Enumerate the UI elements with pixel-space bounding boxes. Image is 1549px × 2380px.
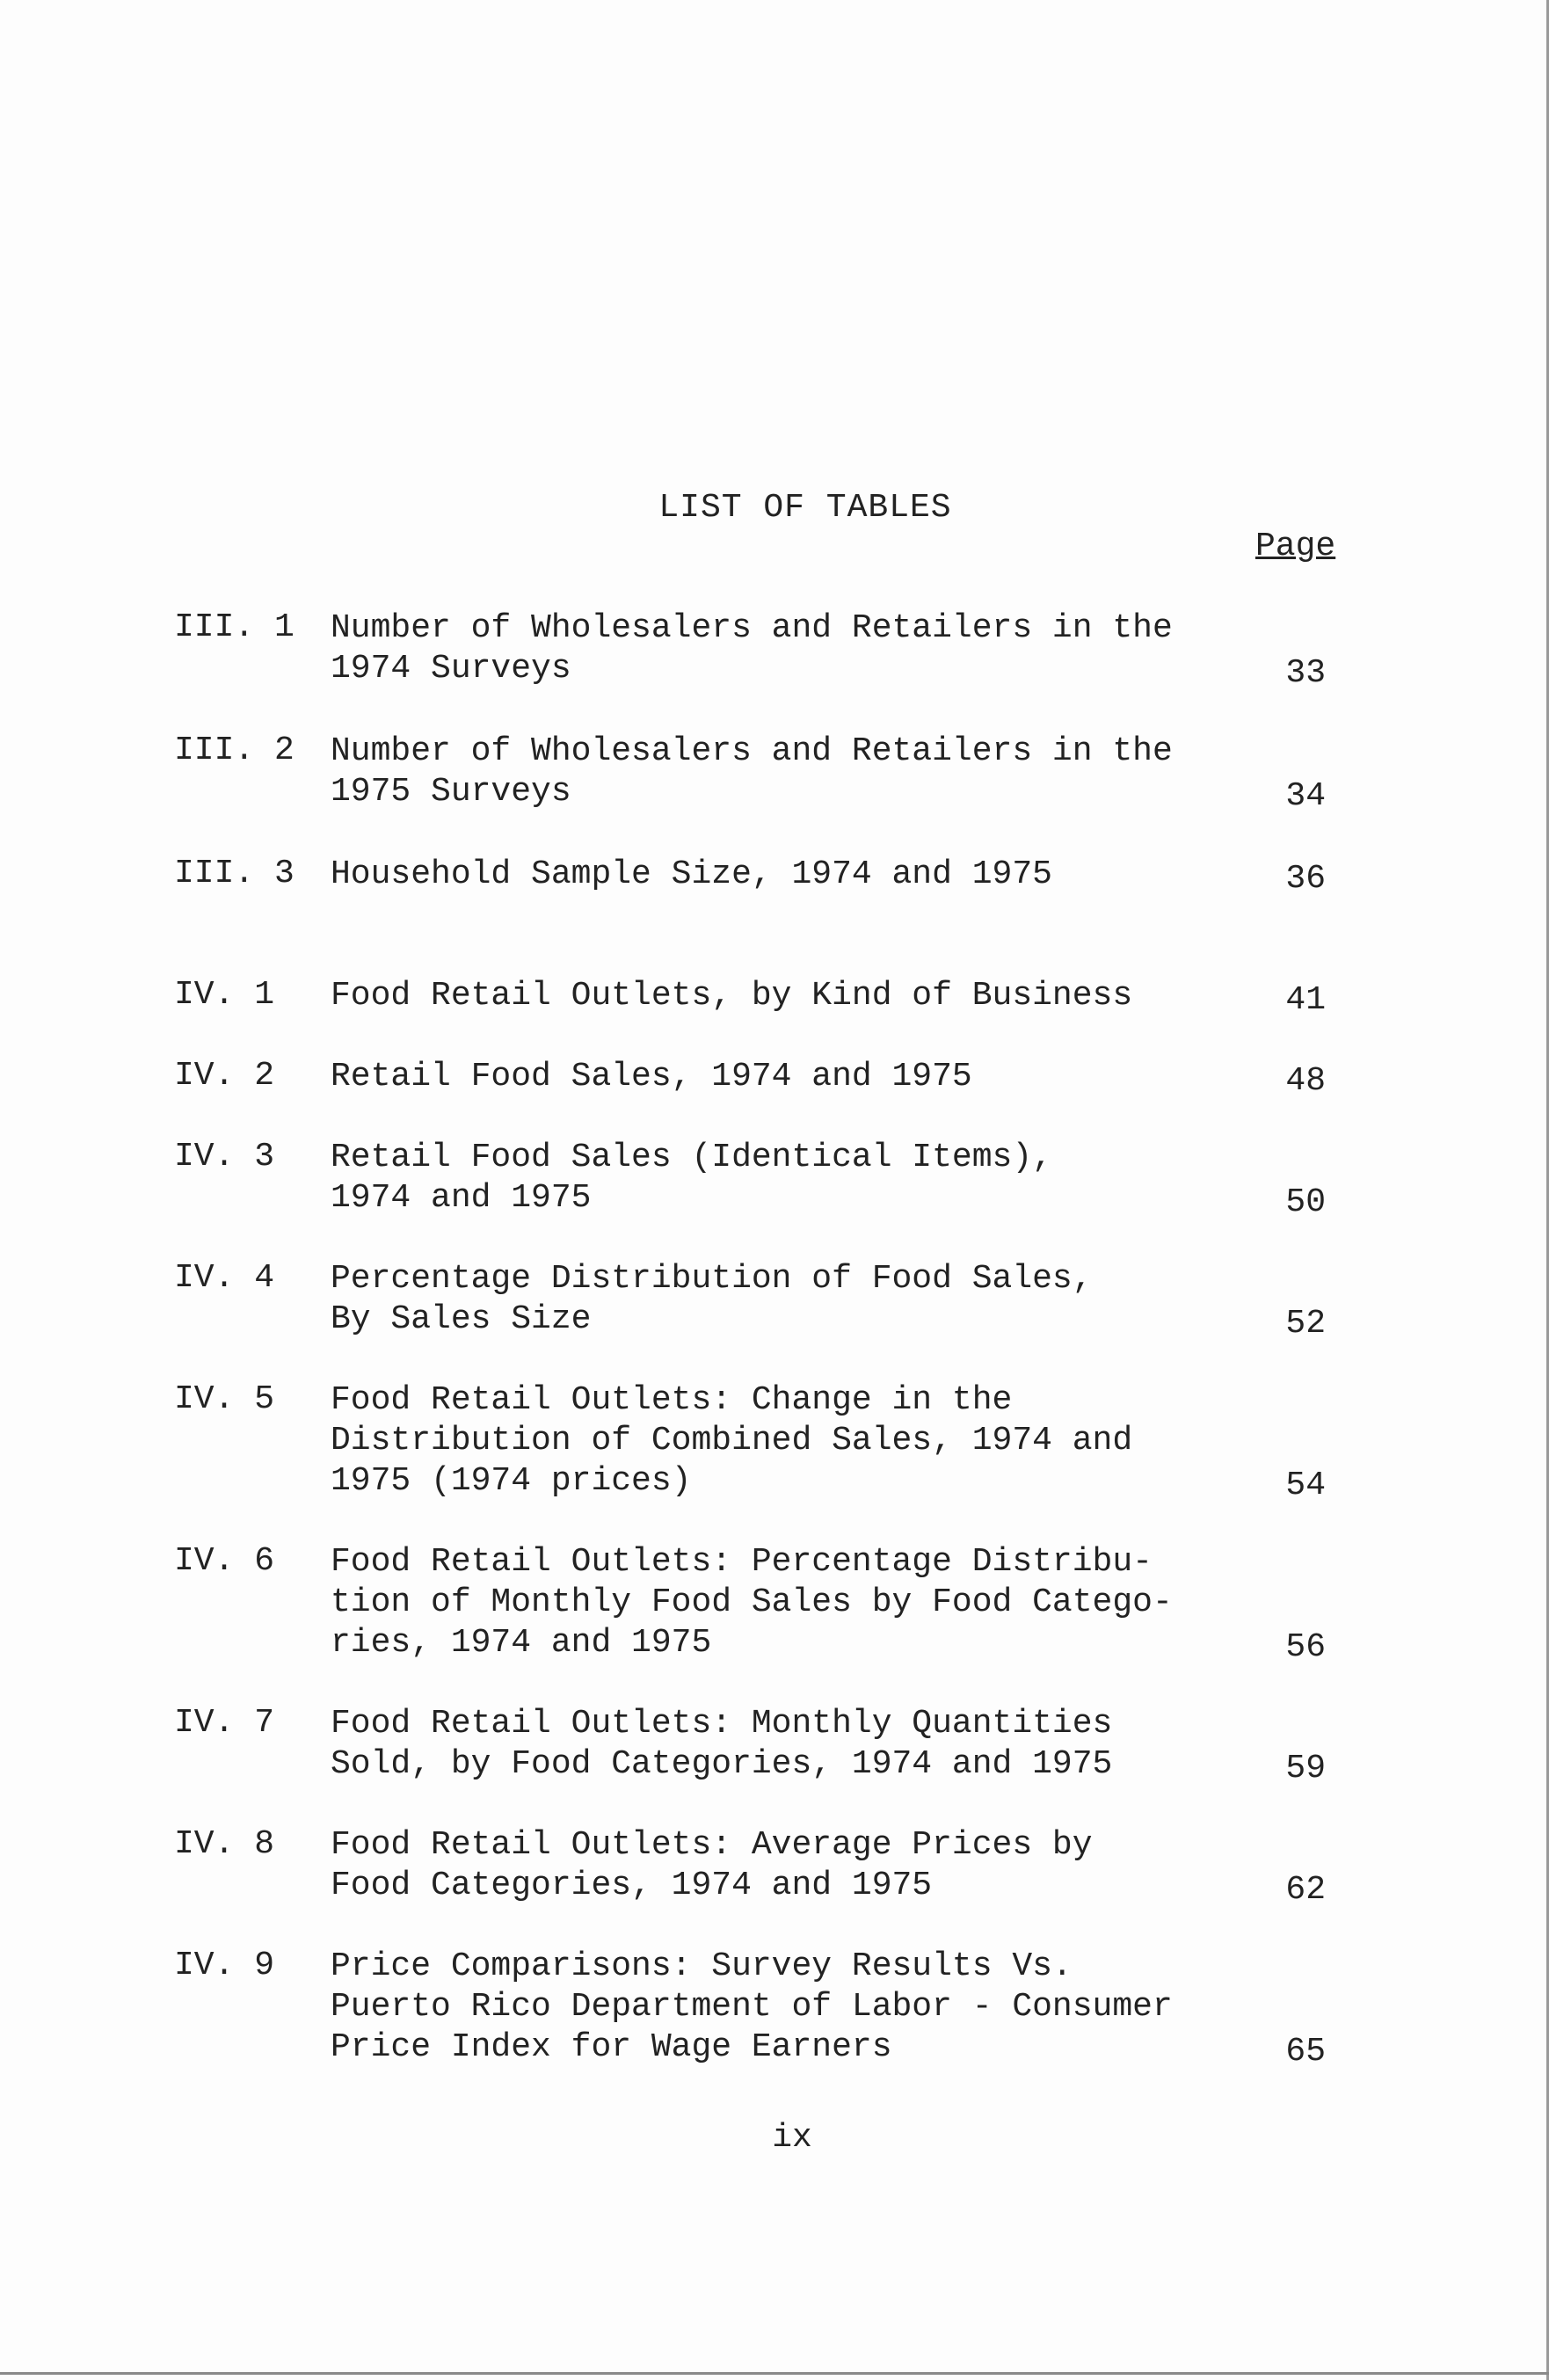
table-page-number: 36 [1285, 860, 1326, 898]
table-title: Retail Food Sales (Identical Items), 1974 and 1975 [331, 1139, 1052, 1217]
table-title: Household Sample Size, 1974 and 1975 [331, 855, 1052, 893]
table-number: IV. 7 [174, 1704, 275, 1742]
page-column-label: Page [1255, 528, 1336, 565]
table-title: Price Comparisons: Survey Results Vs. Puerto Rico Department of Labor - Consumer Price Index for Wage Earners [331, 1947, 1173, 2066]
table-page-number: 56 [1285, 1628, 1326, 1666]
table-page-number: 34 [1285, 777, 1326, 815]
table-page-number: 48 [1285, 1062, 1326, 1100]
table-number: IV. 5 [174, 1380, 275, 1418]
table-page-number: 41 [1285, 981, 1326, 1019]
table-title: Retail Food Sales, 1974 and 1975 [331, 1058, 972, 1095]
table-title: Food Retail Outlets: Monthly Quantities Sold, by Food Categories, 1974 and 1975 [331, 1705, 1113, 1783]
table-number: IV. 1 [174, 976, 275, 1014]
table-number: IV. 3 [174, 1138, 275, 1175]
table-title: Number of Wholesalers and Retailers in the 1975 Surveys [331, 732, 1173, 811]
table-number: IV. 6 [174, 1542, 275, 1580]
footer-page-number: ix [772, 2119, 812, 2157]
table-page-number: 59 [1285, 1750, 1326, 1787]
table-title: Food Retail Outlets: Change in the Distribution of Combined Sales, 1974 and 1975 (1974 prices) [331, 1381, 1133, 1500]
table-title: Food Retail Outlets: Percentage Distribu- tion of Monthly Food Sales by Food Catego- ries, 1974 and 1975 [331, 1543, 1173, 1662]
table-page-number: 65 [1285, 2033, 1326, 2071]
table-title: Food Retail Outlets, by Kind of Business [331, 977, 1133, 1015]
table-number: IV. 4 [174, 1259, 275, 1297]
scan-edge-bottom [0, 2372, 1549, 2375]
table-title: Percentage Distribution of Food Sales, By Sales Size [331, 1260, 1093, 1338]
table-number: IV. 2 [174, 1057, 275, 1095]
table-number: IV. 8 [174, 1825, 275, 1863]
table-number: III. 1 [174, 608, 295, 646]
table-number: III. 3 [174, 855, 295, 892]
table-page-number: 54 [1285, 1467, 1326, 1504]
table-page-number: 52 [1285, 1305, 1326, 1343]
table-page-number: 50 [1285, 1183, 1326, 1221]
table-title: Food Retail Outlets: Average Prices by Food Categories, 1974 and 1975 [331, 1826, 1093, 1904]
page-title: LIST OF TABLES [658, 489, 952, 527]
table-page-number: 33 [1285, 654, 1326, 692]
table-number: IV. 9 [174, 1947, 275, 1984]
table-title: Number of Wholesalers and Retailers in the 1974 Surveys [331, 609, 1173, 688]
table-number: III. 2 [174, 731, 295, 769]
table-page-number: 62 [1285, 1871, 1326, 1909]
